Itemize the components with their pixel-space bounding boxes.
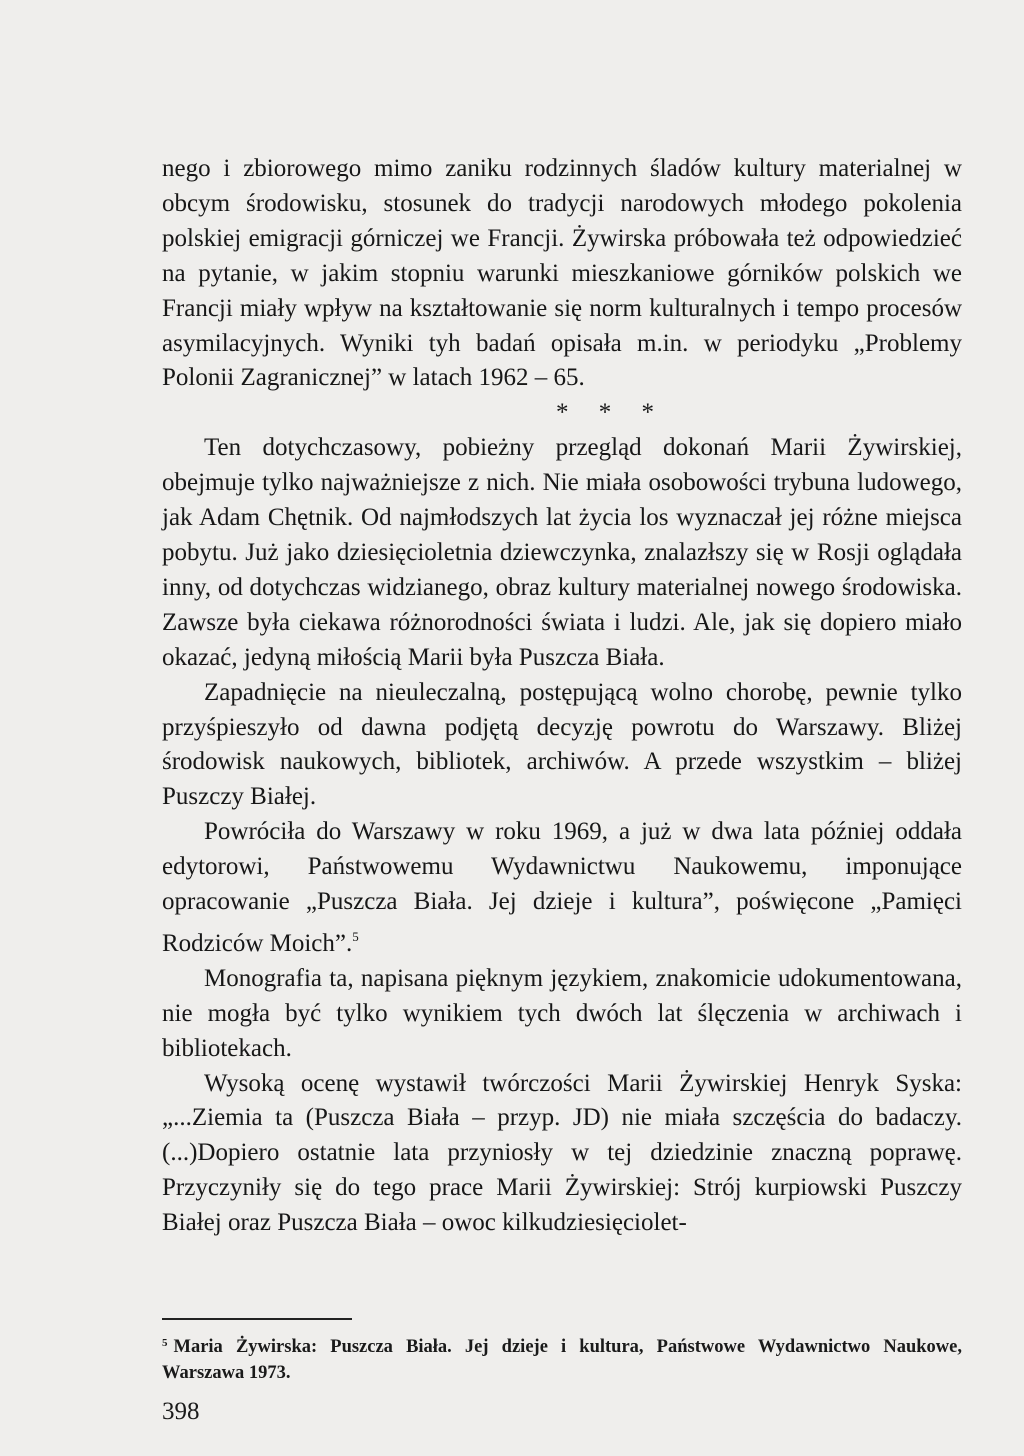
- section-break: * * *: [556, 399, 666, 427]
- footnote: [162, 1330, 962, 1386]
- paragraph-6: Wysoką ocenę wystawił twórczości Marii Żywirskiej Henryk Syska: „...Ziemia ta (Puszcza Biała – przyp. JD) nie miała szczęścia do badaczy. (...)Dopiero ostatnie lata przyniosły w tej dziedzinie znaczną poprawę. Przyczyniły się do tego prace Marii Żywirskiej: Strój kurpiowski Puszczy Białej oraz Puszcza Biała – owoc kilkudziesięciolet-: [162, 1069, 962, 1237]
- paragraph-5: Monografia ta, napisana pięknym językiem, znakomicie udokumentowana, nie mogła być tylko wynikiem tych dwóch lat ślęczenia w archiwach i bibliotekach.: [162, 964, 962, 1062]
- paragraph-4: [162, 815, 962, 962]
- footnote-reference: 5: [352, 928, 359, 944]
- paragraph-3: Zapadnięcie na nieuleczalną, postępującą wolno chorobę, pewnie tylko przyśpieszyło od dawna podjętą decyzję powrotu do Warszawy. Bliżej środowisk naukowych, bibliotek, archiwów. A przede wszystkim – bliżej Puszczy Białej.: [162, 678, 962, 811]
- footnote-divider: [162, 1318, 352, 1320]
- paragraph-1: nego i zbiorowego mimo zaniku rodzinnych śladów kultury materialnej w obcym środowisku, stosunek do tradycji narodowych młodego pokolenia polskiej emigracji górniczej we Francji. Żywirska próbowała też odpowiedzieć na pytanie, w jakim stopniu warunki mieszkaniowe górników polskich we Francji miały wpływ na kształtowanie się norm kulturalnych i tempo procesów asymilacyjnych. Wyniki tyh badań opisała m.in. w periodyku „Problemy Polonii Zagranicznej” w latach 1962 – 65.: [162, 155, 962, 392]
- main-text: [162, 152, 962, 1241]
- paragraph-2: Ten dotychczasowy, pobieżny przegląd dokonań Marii Żywirskiej, obejmuje tylko najważniejsze z nich. Nie miała osobowości trybuna ludowego, jak Adam Chętnik. Od najmłodszych lat życia los wyznaczał jej różne miejsca pobytu. Już jako dziesięcioletnia dziewczynka, znalazłszy się w Rosji oglądała inny, od dotychczas widzianego, obraz kultury materialnej nowego środowiska. Zawsze była ciekawa różnorodności świata i ludzi. Ale, jak się dopiero miało okazać, jedyną miłością Marii była Puszcza Biała.: [162, 434, 962, 671]
- footnote-marker: 5: [162, 1337, 168, 1349]
- paragraph-4-text: Powróciła do Warszawy w roku 1969, a już w dwa lata później oddała edytorowi, Państwowemu Wydawnictwu Naukowemu, imponujące opracowanie „Puszcza Biała. Jej dzieje i kultura”, poświęcone „Pamięci Rodziców Moich”.: [162, 818, 962, 957]
- footnote-text: Maria Żywirska: Puszcza Biała. Jej dzieje i kultura, Państwowe Wydawnictwo Naukowe, Warszawa 1973.: [162, 1337, 962, 1383]
- page-number: 398: [162, 1398, 200, 1425]
